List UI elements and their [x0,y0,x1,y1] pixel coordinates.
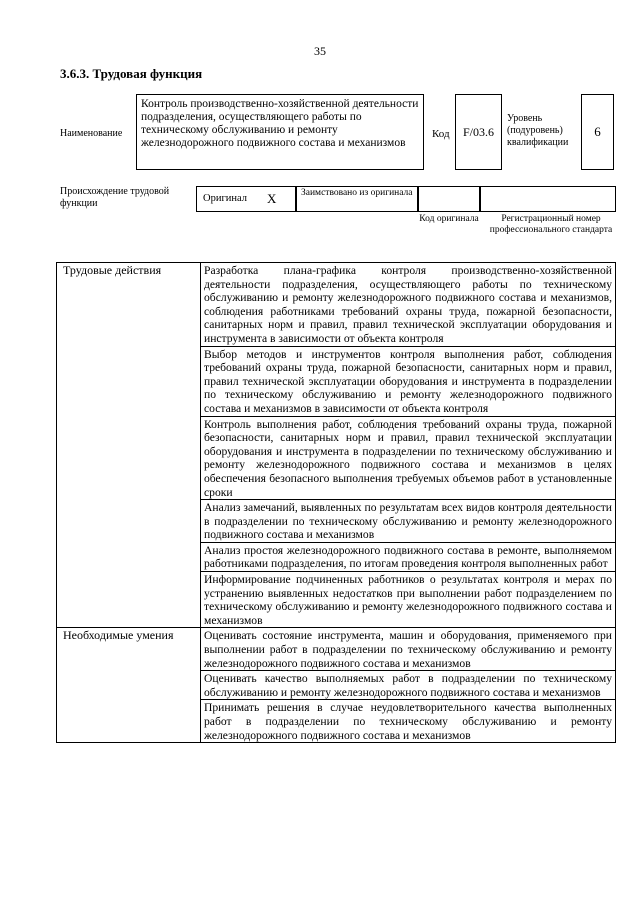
required-skills-label: Необходимые умения [57,628,201,743]
table-row [57,263,616,347]
level-label: Уровень (подуровень) квалификации [507,113,569,148]
code-label: Код [432,128,450,140]
labor-action-item: Анализ замечаний, выявленных по результатам всех видов контроля деятельности в подразделении по техническому обслуживанию и ремонту железнодорожного подвижного состава и механизмов [201,500,616,543]
labor-action-item: Контроль выполнения работ, соблюдения требований охраны труда, пожарной безопасности, санитарных норм и правил, правил технической эксплуатации оборудования и инструмента в подразделении по техническому обслуживанию и ремонту железнодорожного подвижного состава и механизмов в целях обеспечения безопасного выполнения требуемых объемов работ в установленные сроки [201,416,616,500]
origin-label: Происхождение трудовой функции [60,186,170,209]
level-value-box: 6 [581,94,614,170]
borrowed-cell [296,186,418,212]
registration-number-cell [480,186,616,212]
registration-caption: Регистрационный номер профессионального стандарта [489,214,613,235]
original-label: Оригинал [203,193,247,204]
origin-row [196,186,616,212]
labor-actions-label: Трудовые действия [57,263,201,628]
borrowed-label: Заимствовано из оригинала [301,188,413,198]
skill-item: Принимать решения в случае неудовлетворительного качества выполненных работ в подразделении по техническому обслуживанию и ремонту железнодорожного подвижного состава и механизмов [201,700,616,743]
labor-action-item: Выбор методов и инструментов контроля выполнения работ, соблюдения требований охраны труда, пожарной безопасности, санитарных норм и правил, правил технической эксплуатации оборудования и инструмента в подразделении по техническому обслуживанию и ремонту железнодорожного подвижного состава и механизмов в зависимости от объекта контроля [201,346,616,416]
code-caption: Код оригинала [419,214,479,224]
function-name-box: Контроль производственно-хозяйственной деятельности подразделения, осуществляющего работы по техническому обслуживанию и ремонту железнодорожного подвижного состава и механизмов [136,94,424,170]
original-code-cell [418,186,480,212]
code-value-box: F/03.6 [455,94,502,170]
original-cell [196,186,296,212]
labor-action-item: Анализ простоя железнодорожного подвижного состава в ремонте, выполняемом работниками подразделения, по итогам проведения контроля выполненных работ [201,542,616,571]
skill-item: Оценивать состояние инструмента, машин и оборудования, применяемого при выполнении работ в подразделении по техническому обслуживанию и ремонту железнодорожного подвижного состава и механизмов [201,628,616,671]
labor-action-item: Информирование подчиненных работников о результатах контроля и мерах по устранению выявленных недостатков при выполнении работ подразделением по техническому обслуживанию и ремонту железнодорожного подвижного состава и механизмов [201,572,616,628]
table-row [57,628,616,671]
function-details-table [56,262,616,743]
skill-item: Оценивать качество выполняемых работ в подразделении по техническому обслуживанию и ремонту железнодорожного подвижного состава и механизмов [201,671,616,700]
name-label: Наименование [60,128,123,139]
page-number: 35 [314,44,326,58]
labor-action-item: Разработка плана-графика контроля производственно-хозяйственной деятельности подразделения, осуществляющего работы по техническому обслуживанию и ремонту железнодорожного подвижного состава и механизмов, соблюдения работниками требований охраны труда, пожарной безопасности, санитарных норм и правил, правил технической эксплуатации оборудования и инструмента в зависимости от объекта контроля [201,263,616,347]
original-mark: X [267,191,277,206]
section-title: 3.6.3. Трудовая функция [60,66,203,81]
